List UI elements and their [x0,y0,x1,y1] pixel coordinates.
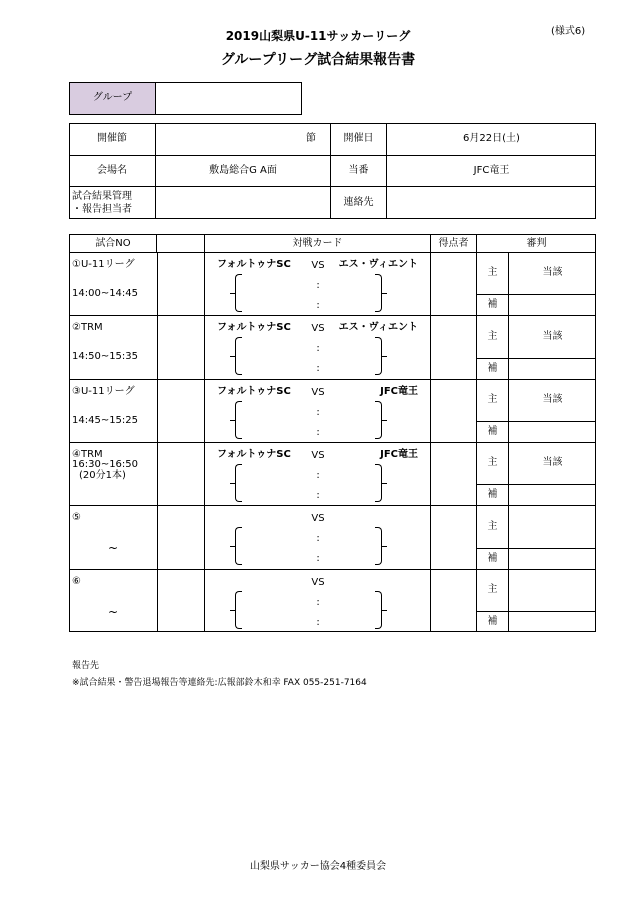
ref-main-label: 主 [487,267,498,278]
home-score-bracket [235,274,242,312]
score-colon-second-half: : [316,427,320,438]
score-colon-second-half: : [316,363,320,374]
ref-main-label: 主 [487,457,498,468]
match-row [69,569,596,632]
title-line-1: 2019山梨県U-11サッカーリーグ [225,29,411,43]
score-colon-second-half: : [316,617,320,628]
report-to-detail: ※試合結果・警告退場報告等連絡先:広報部鈴木和幸 FAX 055-251-7164 [72,678,367,688]
away-team: JFC竜王 [380,449,418,460]
match-no: ③U-11リーグ [72,386,135,397]
score-colon-first-half: : [316,280,320,291]
ref-sub-label: 補 [487,489,498,500]
ref-sub-label: 補 [487,616,498,627]
col-header-no: 試合NO [95,238,131,249]
vs-label: VS [311,323,325,334]
venue-label: 会場名 [97,165,127,176]
vs-label: VS [311,513,325,524]
away-score-bracket [375,527,382,565]
ref-main-value: 当該 [542,457,563,468]
manager-label-1: 試合結果管理 [72,191,132,202]
ref-sub-label: 補 [487,426,498,437]
away-score-bracket [375,337,382,375]
away-score-bracket [375,274,382,312]
ref-main-label: 主 [487,331,498,342]
score-colon-first-half: : [316,533,320,544]
title-line-2: グループリーグ試合結果報告書 [220,52,416,68]
vs-label: VS [311,450,325,461]
away-score-bracket [375,464,382,502]
date-value: 6月22日(土) [463,133,520,144]
match-time: 14:00~14:45 [72,288,139,299]
home-team: フォルトゥナSC [217,449,291,460]
vs-label: VS [311,260,325,271]
ref-main-label: 主 [487,394,498,405]
date-label: 開催日 [343,133,374,144]
group-input[interactable] [157,84,300,113]
away-score-bracket [375,591,382,629]
score-colon-first-half: : [316,597,320,608]
ref-main-value: 当該 [542,267,563,278]
home-score-bracket [235,337,242,375]
col-header-card: 対戦カード [292,238,343,249]
ref-main-value: 当該 [542,331,563,342]
home-team: フォルトゥナSC [217,322,291,333]
away-score-bracket [375,401,382,439]
ref-sub-label: 補 [487,553,498,564]
match-no: ⑤ [72,512,81,523]
duty-label: 当番 [348,165,369,176]
match-note: (20分1本) [79,470,126,481]
match-no: ②TRM [72,322,103,333]
match-time: 16:30~16:50 [72,459,139,470]
home-team: フォルトゥナSC [217,386,291,397]
match-no: ⑥ [72,576,81,587]
col-header-score: 得点者 [438,238,469,249]
vs-label: VS [311,387,325,398]
away-team: エス・ヴィエント [338,322,418,333]
match-time: ~ [108,541,119,555]
ref-sub-label: 補 [487,363,498,374]
match-no: ④TRM [72,449,103,460]
away-team: JFC竜王 [380,386,418,397]
home-score-bracket [235,591,242,629]
match-row [69,505,596,569]
match-time: 14:50~15:35 [72,351,139,362]
home-team: フォルトゥナSC [217,259,291,270]
home-score-bracket [235,401,242,439]
match-time: ~ [108,605,119,619]
match-no: ①U-11リーグ [72,259,135,270]
score-colon-first-half: : [316,407,320,418]
vs-label: VS [311,577,325,588]
score-colon-second-half: : [316,300,320,311]
ref-sub-label: 補 [487,299,498,310]
col-header-ref: 審判 [526,238,547,249]
manager-label-2: ・報告担当者 [72,204,132,215]
score-colon-first-half: : [316,470,320,481]
score-colon-first-half: : [316,343,320,354]
home-score-bracket [235,527,242,565]
form-number: (様式6) [551,26,586,37]
ref-main-value: 当該 [542,394,563,405]
ref-main-label: 主 [487,584,498,595]
setsu-suffix: 節 [306,133,316,144]
committee-name: 山梨県サッカー協会4種委員会 [249,861,387,872]
score-colon-second-half: : [316,490,320,501]
match-time: 14:45~15:25 [72,415,139,426]
setsu-label: 開催節 [97,133,127,144]
group-label: グループ [92,92,133,103]
venue-value: 敷島総合G A面 [209,165,277,176]
ref-main-label: 主 [487,521,498,532]
home-score-bracket [235,464,242,502]
report-to-label: 報告先 [72,661,100,671]
duty-value: JFC竜王 [473,165,510,176]
away-team: エス・ヴィエント [338,259,418,270]
contact-label: 連絡先 [343,197,374,208]
score-colon-second-half: : [316,553,320,564]
